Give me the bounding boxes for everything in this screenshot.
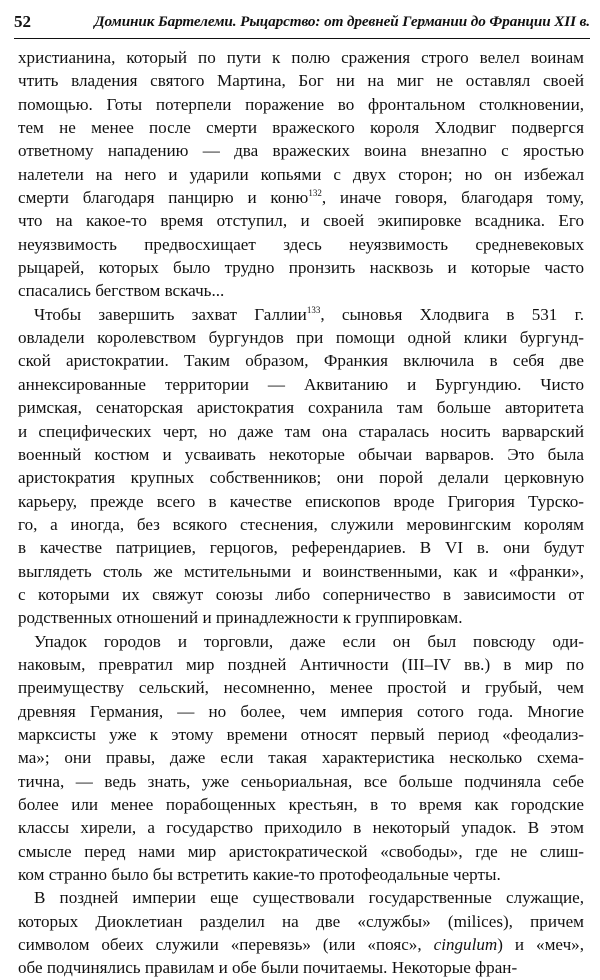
text-run: обе подчинялись правилам и обе были почитаемы. Некоторые фран- [18,958,518,978]
text-run: тична, — ведь знать, уже сеньориальная, все больше подчиняла себе [18,771,584,791]
footnote-ref: 132 [308,188,322,199]
text-line [18,793,584,816]
text-line [18,560,584,583]
text-line [18,910,584,933]
text-run: рыцарей, которых было трудно пронзить насквозь и которые часто [18,258,584,278]
text-run: которых Диоклетиан разделил на две «службы» (milices), причем [18,911,584,931]
text-line [18,209,584,232]
text-run: римская, сенаторская аристократия сохранила там больше авторитета [18,398,584,418]
text-run: ской аристократии. Таким образом, Франкия включила в себя две [18,351,584,371]
text-line [18,630,584,653]
text-run: преимуществу сельский, несомненно, менее простой и грубый, чем [18,678,584,698]
text-line [18,536,584,559]
text-line [18,490,584,513]
text-run: смысле перед нами мир аристократической «свободы», где не слиш- [18,841,584,861]
text-line [18,116,584,139]
text-run: ) и «меч», [497,935,584,955]
text-run: с которыми их свяжут союзы либо соперничество в зависимости от [18,584,584,604]
paragraph [18,303,584,630]
text-line [18,256,584,279]
text-run: го, а иногда, без всякого стеснения, служили меровингским королям [18,514,584,534]
text-line [18,443,584,466]
text-line [18,46,584,69]
text-line [18,700,584,723]
text-line [18,746,584,769]
text-run: древняя Германия, — но более, чем империя сотого года. Многие [18,701,584,721]
text-run: чтить владения святого Мартина, Бог ни на миг не оставлял своей [18,71,584,91]
text-line [18,723,584,746]
text-run: тем не менее после смерти вражеского короля Хлодвиг подвергся [18,118,584,138]
text-line [18,139,584,162]
paragraph [18,46,584,303]
text-line [18,466,584,489]
text-line [18,770,584,793]
footnote-ref: 133 [306,304,321,315]
text-line [18,326,584,349]
text-run: христианина, который по пути к полю сражения строго велел воинам [18,48,584,67]
text-line [18,863,584,886]
text-line [18,186,584,209]
text-run: ма»; они правы, даже если такая характеристика несколько схема- [18,748,584,768]
page-number: 52 [14,12,31,31]
text-line [18,420,584,443]
text-line [18,373,584,396]
text-line [18,933,584,956]
text-line [18,349,584,372]
text-run: карьеру, прежде всего в качестве епископов вроде Григория Турско- [18,491,584,511]
text-run: более или менее порабощенных крестьян, в то время как городские [18,795,584,814]
text-run: спасались бегством вскачь... [18,281,225,301]
text-line [18,956,584,979]
text-line [18,653,584,676]
running-title: Доминик Бартелеми. Рыцарство: от древней Германии до Франции XII в. [94,13,590,30]
text-line [18,163,584,186]
text-run: классы хирели, а государство приходило в некоторый упадок. В этом [18,818,584,838]
text-run: в качестве патрициев, герцогов, референдариев. В VI в. они будут [18,538,584,558]
text-line [18,583,584,606]
text-run: аристократия крупных собственников; они порой делали церковную [18,468,584,488]
text-run: налетели на него и ударили копьями с двух сторон; но он избежал [18,164,584,184]
text-run: Чтобы завершить захват Галлии [34,304,307,324]
text-run: смерти благодаря панцирю и коню [18,188,309,208]
text-line [18,93,584,116]
text-run: неуязвимость предвосхищает здесь неуязвимость средневековых [18,234,584,254]
text-line [18,886,584,909]
text-line [18,676,584,699]
paragraph [18,630,584,887]
text-line [18,69,584,92]
text-run: , иначе говоря, благодаря тому, [321,188,584,208]
text-run: выглядеть столь же мстительными и воинственными, как и «франки», [18,561,584,581]
text-run: помощью. Готы потерпели поражение во фронтальном столкновении, [18,94,584,114]
text-run: ответному нападению — два вражеских воина внезапно с яростью [18,141,584,161]
text-run: военный костюм и усваивать некоторые обычаи варваров. Это была [18,444,584,464]
paragraph [18,886,584,979]
text-run: ком странно было бы встретить какие-то протофеодальные черты. [18,865,501,885]
text-run: В поздней империи еще существовали государственные служащие, [34,888,584,908]
text-run: марксисты уже к этому времени относят первый период «феодализ- [18,724,584,744]
text-line [18,233,584,256]
text-run: овладели королевством бургундов при помощи одной клики бургунд- [18,328,584,348]
text-run: , сыновья Хлодвига в 531 г. [320,304,584,324]
text-run: Упадок городов и торговли, даже если он был повсюду оди- [34,631,584,651]
text-line [18,396,584,419]
text-line [18,303,584,326]
text-run: символом обеих служили «перевязь» (или «пояс», [18,935,434,955]
text-line [18,513,584,536]
text-run: аннексированные территории — Аквитанию и Бургундию. Чисто [18,374,584,394]
text-line [18,840,584,863]
text-line [18,606,584,629]
text-run: родственных отношений и принадлежности к группировкам. [18,608,463,628]
italic-term: cingulum [433,935,498,955]
text-line [18,816,584,839]
page-header [14,8,590,39]
text-run: и специфических черт, но даже там она старалась носить варварский [18,421,584,441]
text-line [18,279,584,302]
body-text [18,46,584,980]
text-run: что на какое-то время отступил, и своей экипировке всадника. Его [18,211,584,231]
text-run: наковым, превратил мир поздней Античности (III–IV вв.) в мир по [18,654,584,674]
